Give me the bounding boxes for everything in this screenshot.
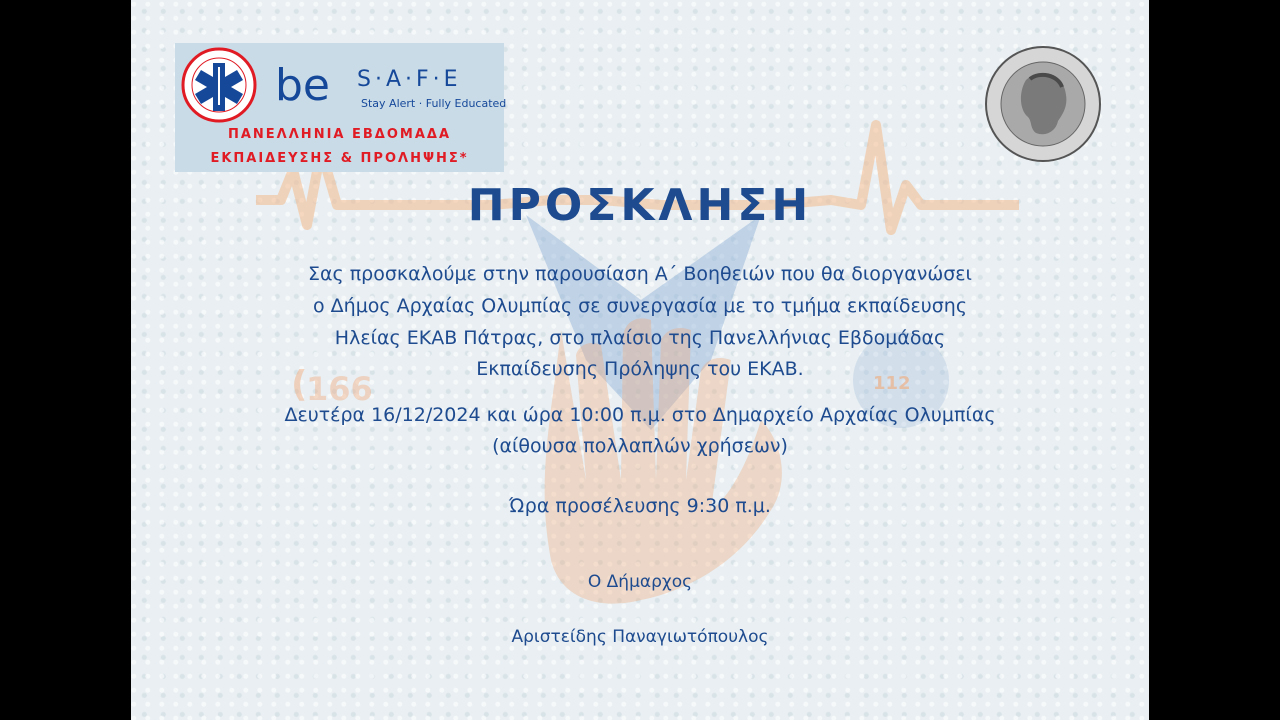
municipality-seal-icon [984, 45, 1102, 163]
invitation-line-1: Σας προσκαλούμε στην παρουσίαση Α΄ Βοηθειών που θα διοργανώσει [308, 263, 972, 285]
besafe-tagline: Stay Alert · Fully Educated [361, 97, 507, 110]
week-title-line1: ΠΑΝΕΛΛΗΝΙΑ ΕΒΔΟΜΑΔΑ [227, 127, 452, 142]
signature-name: Αριστείδης Παναγιωτόπουλος [511, 627, 769, 647]
phone-icon: ( [291, 364, 308, 405]
watermark-112: 112 [873, 373, 911, 394]
invitation-page [131, 0, 1149, 720]
svg-text:be: be [275, 60, 330, 110]
week-title-line2: ΕΚΠΑΙΔΕΥΣΗΣ & ΠΡΟΛΗΨΗΣ* [210, 151, 469, 166]
watermark-166: 166 [306, 370, 373, 408]
invitation-line-4: Εκπαίδευσης Πρόληψης του ΕΚΑΒ. [476, 358, 804, 380]
invitation-line-2: ο Δήμος Αρχαίας Ολυμπίας σε συνεργασία με το τμήμα εκπαίδευσης [312, 295, 967, 317]
event-venue: (αίθουσα πολλαπλών χρήσεων) [492, 435, 788, 457]
signature-role: Ο Δήμαρχος [587, 572, 693, 592]
page-title: ΠΡΟΣΚΛΗΣΗ [467, 180, 813, 231]
be-logo-icon [275, 60, 359, 110]
besafe-wordmark: S·A·F·E [357, 67, 462, 92]
invitation-line-3: Ηλείας ΕΚΑΒ Πάτρας, στο πλαίσιο της Πανελλήνιας Εβδομάδας [334, 327, 946, 349]
ekab-emblem-icon [181, 47, 257, 123]
arrival-time: Ώρα προσέλευσης 9:30 π.μ. [509, 495, 771, 517]
event-datetime: Δευτέρα 16/12/2024 και ώρα 10:00 π.μ. στο Δημαρχείο Αρχαίας Ολυμπίας [284, 404, 996, 426]
